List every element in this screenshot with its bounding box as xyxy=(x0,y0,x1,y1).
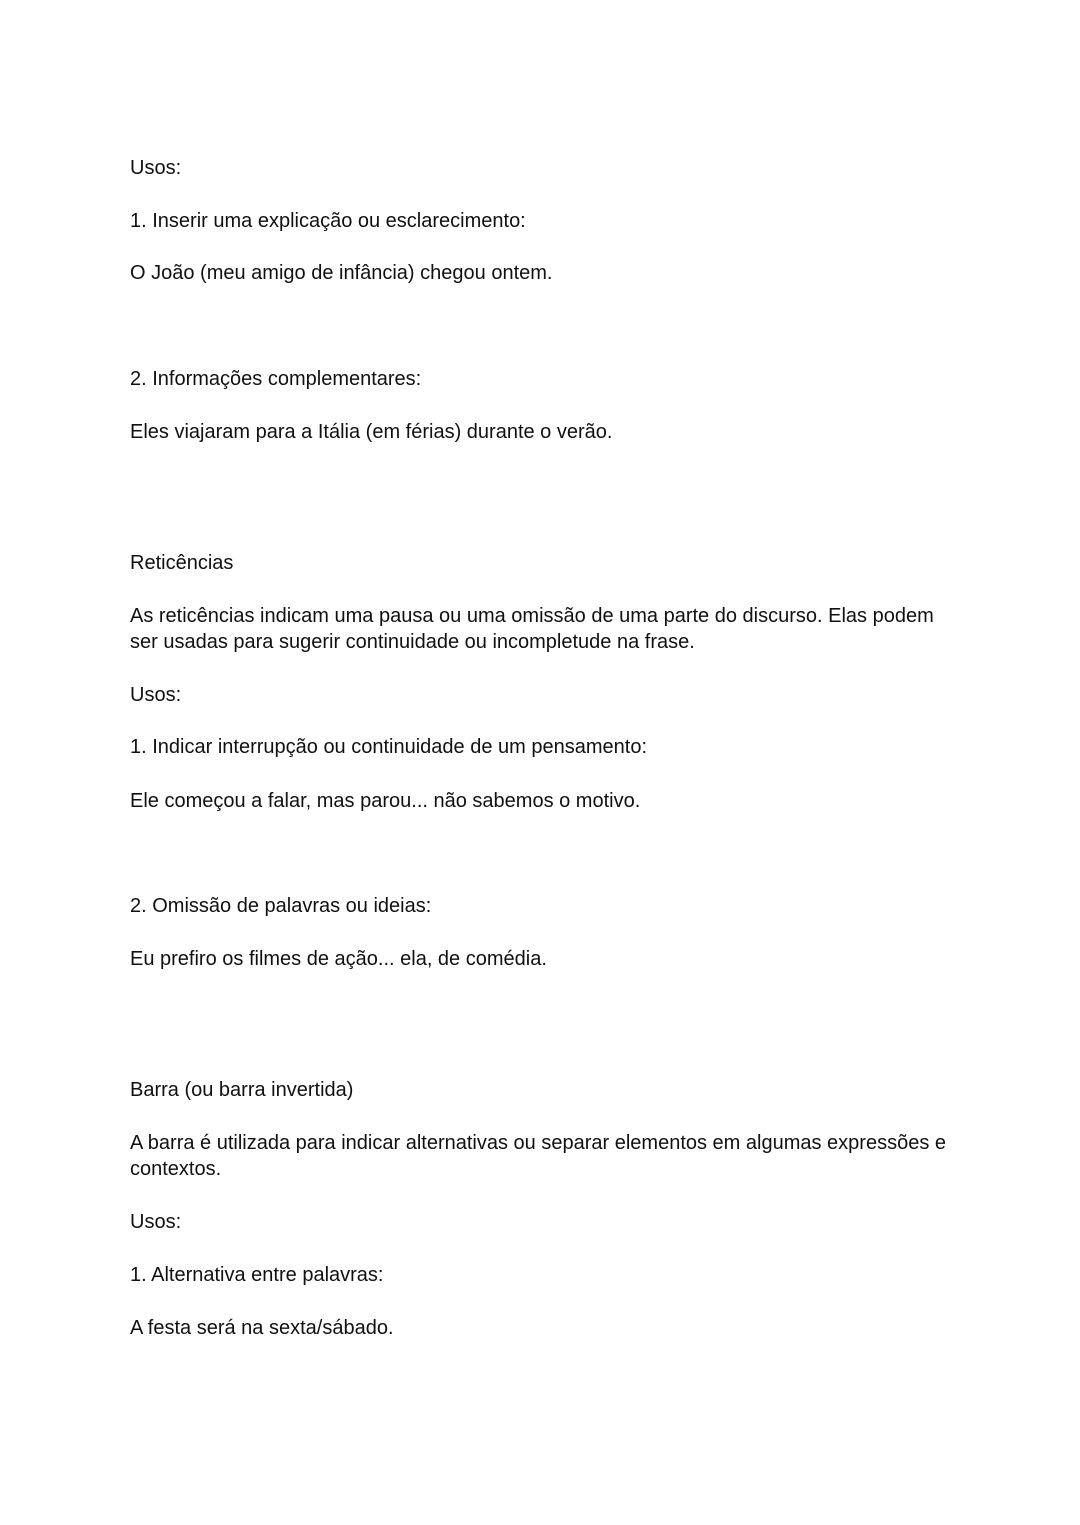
example-sentence: Ele começou a falar, mas parou... não sabemos o motivo. xyxy=(130,790,641,812)
example-sentence: Eu prefiro os filmes de ação... ela, de comédia. xyxy=(130,948,547,970)
usos-label: Usos: xyxy=(130,684,182,706)
section-description: A barra é utilizada para indicar alternativas ou separar elementos em algumas expressões e xyxy=(130,1132,946,1154)
use-item: 2. Informações complementares: xyxy=(130,368,422,390)
section-description: As reticências indicam uma pausa ou uma omissão de uma parte do discurso. Elas podem xyxy=(130,605,934,627)
use-item: 1. Indicar interrupção ou continuidade de um pensamento: xyxy=(130,736,648,758)
usos-label: Usos: xyxy=(130,1211,182,1233)
usos-label: Usos: xyxy=(130,157,182,179)
section-description: contextos. xyxy=(130,1158,222,1180)
use-item: 2. Omissão de palavras ou ideias: xyxy=(130,895,432,917)
section-heading-barra: Barra (ou barra invertida) xyxy=(130,1079,354,1101)
example-sentence: O João (meu amigo de infância) chegou ontem. xyxy=(130,262,553,284)
use-item: 1. Alternativa entre palavras: xyxy=(130,1264,384,1286)
use-item: 1. Inserir uma explicação ou esclarecimento: xyxy=(130,210,526,232)
section-heading-reticencias: Reticências xyxy=(130,552,234,574)
section-description: ser usadas para sugerir continuidade ou incompletude na frase. xyxy=(130,631,695,653)
example-sentence: Eles viajaram para a Itália (em férias) durante o verão. xyxy=(130,421,613,443)
example-sentence: A festa será na sexta/sábado. xyxy=(130,1317,394,1339)
